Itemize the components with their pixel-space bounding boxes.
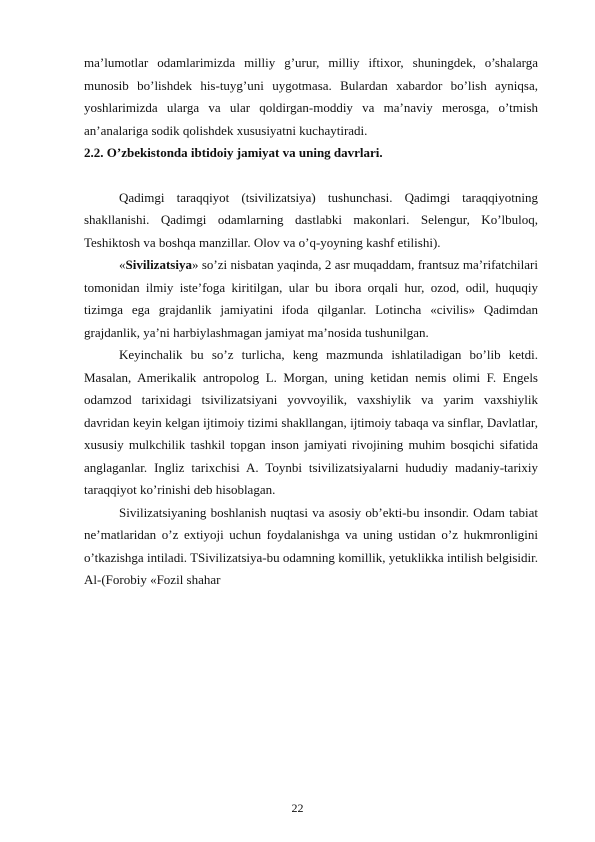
paragraph-continuation: ma’lumotlar odamlarimizda milliy g’urur, milliy iftixor, shuningdek, o’shalarga munosib bo’lishdek his-tuyg’uni uygotmasa. Bulardan xabardor bo’lish ayniqsa, yoshlarimizda ularga va ular qoldirgan-moddiy va ma’naviy merosga, o’tmish an’analariga sodik qolishdek xususiyatni kuchaytiradi. xyxy=(84,55,538,138)
open-quote: « xyxy=(119,257,126,272)
section-heading: 2.2. O’zbekistonda ibtidoiy jamiyat va uning davrlari. xyxy=(84,145,383,160)
page-number: 22 xyxy=(291,801,304,815)
body-text xyxy=(84,52,538,592)
term-sivilizatsiya: Sivilizatsiya xyxy=(125,257,192,272)
paragraph-later-usage: Keyinchalik bu so’z turlicha, keng mazmunda ishlatiladigan bo’lib ketdi. Masalan, Amerikalik antropolog L. Morgan, uning ketidan nemis olimi F. Engels odamzod tarixidagi tsivilizatsiyani yovvoyilik, vaxshiylik va yarim vaxshiylik davridan keyin kelgan ijtimoiy tizimi shakllangan, ijtimoiy tabaqa va sinflar, Davlatlar, xususiy mulkchilik tashkil topgan inson jamiyati rivojining muhim bosqichi sifatida anglaganlar. Ingliz tarixchisi A. Toynbi tsivilizatsiyalarni hududiy madaniy-tarixiy taraqqiyot ko’rinishi deb hisoblagan. xyxy=(84,347,538,497)
paragraph-civilization-term xyxy=(84,254,538,344)
paragraph-starting-point: Sivilizatsiyaning boshlanish nuqtasi va asosiy ob’ekti-bu insondir. Odam tabiat ne’matlaridan o’z extiyoji uchun foydalanishga va uning ustidan o’z hukmronligini o’tkazishga intiladi. TSivilizatsiya-bu odamning komillik, yetuklikka intilish belgisidir. Al-(Forobiy «Fozil shahar xyxy=(84,504,538,587)
paragraph-civilization-rest: » so’zi nisbatan yaqinda, 2 asr muqaddam, frantsuz ma’rifatchilari tomonidan ilmiy iste’foga kiritilgan, ular bu ibora orqali hur, ozod, odil, huquqiy tizimga ega grajdanlik jamiyatini ifoda qilganlar. Lotincha «civilis» Qadimdan grajdanlik, ya’ni harbiylashmagan jamiyat ma’nosida tushunilgan. xyxy=(84,257,538,340)
paragraph-topics: Qadimgi taraqqiyot (tsivilizatsiya) tushunchasi. Qadimgi taraqqiyotning shakllanishi. Qadimgi odamlarning dastlabki makonlari. Selengur, Ko’lbuloq, Teshiktosh va boshqa manzillar. Olov va o’q-yoyning kashf etilishi). xyxy=(84,189,538,250)
